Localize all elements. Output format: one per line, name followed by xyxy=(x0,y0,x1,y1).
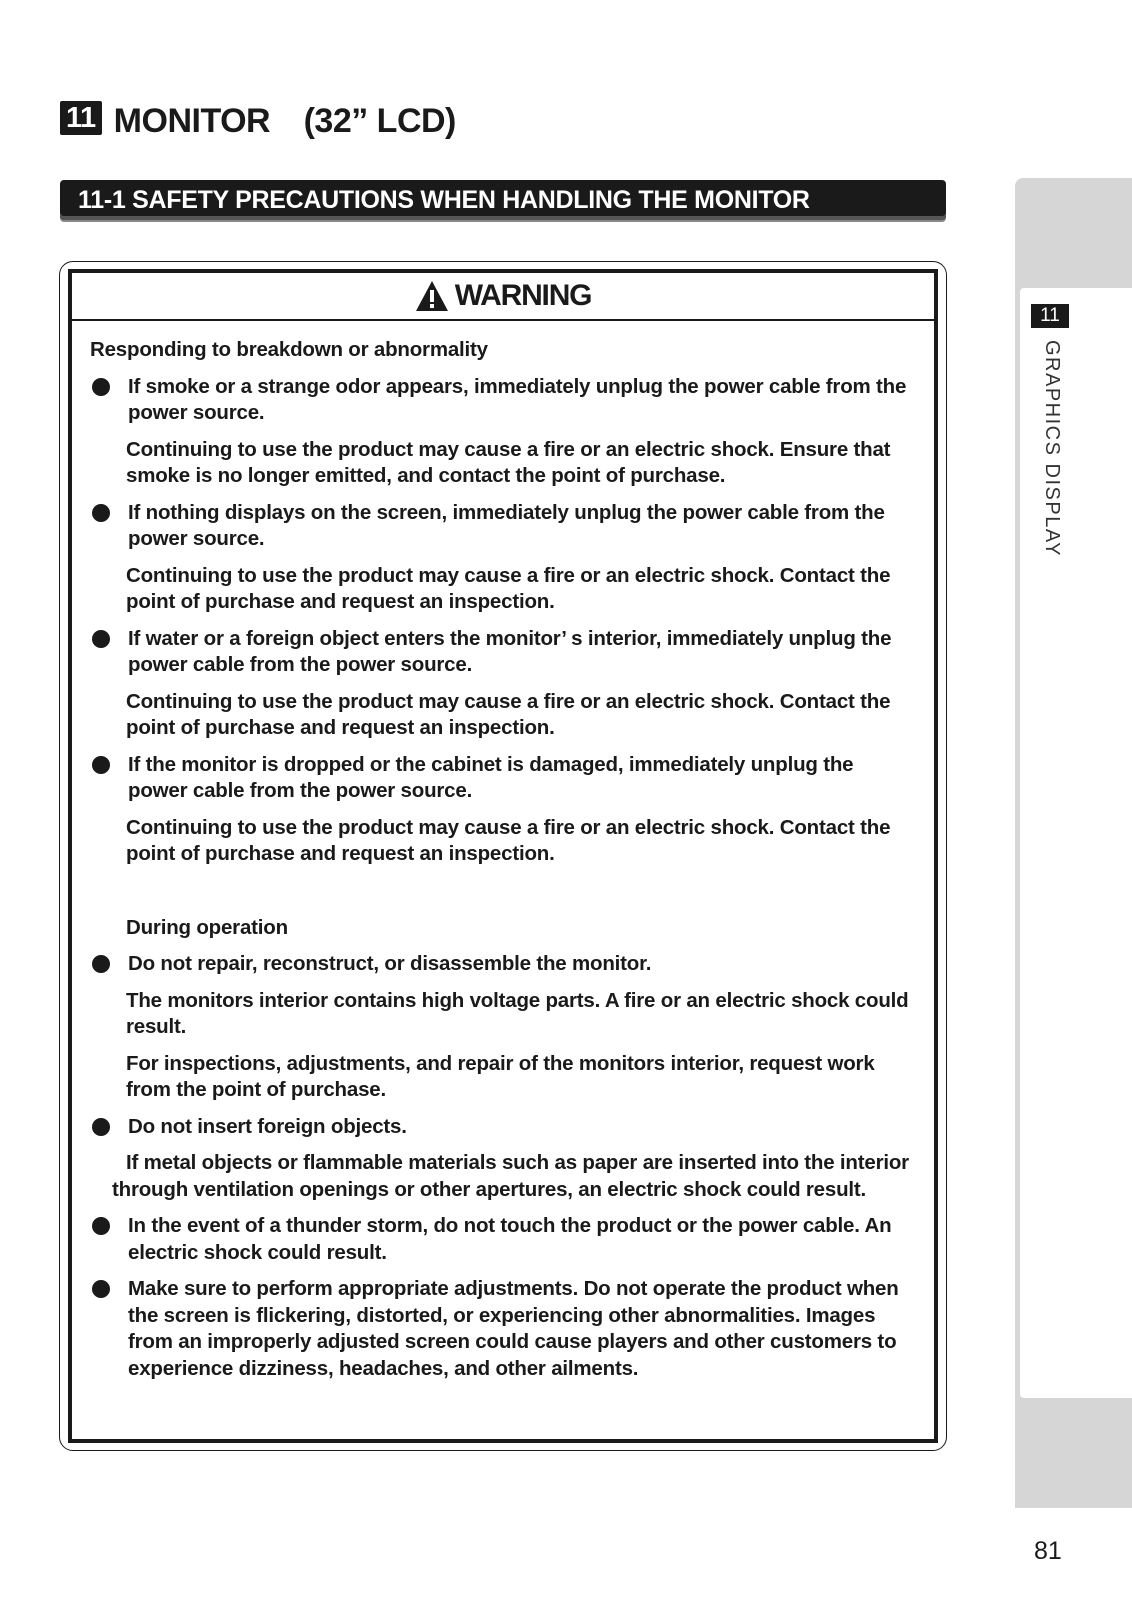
side-tab-label: GRAPHICS DISPLAY xyxy=(1041,340,1063,558)
chapter-title-text: MONITOR (32” LCD) xyxy=(113,102,456,140)
bullet-icon xyxy=(92,756,110,774)
bullet-icon xyxy=(92,1118,110,1136)
group-heading-breakdown: Responding to breakdown or abnormality xyxy=(90,338,488,361)
list-item-detail: For inspections, adjustments, and repair of the monitors interior, request work from the point of purchase. xyxy=(126,1051,875,1101)
warning-body xyxy=(72,321,934,1382)
bullet-icon xyxy=(92,955,110,973)
list-item xyxy=(90,1114,916,1141)
side-tab-number: 11 xyxy=(1031,304,1069,328)
bullet-icon xyxy=(92,378,110,396)
group-heading-operation: During operation xyxy=(126,915,288,939)
list-item xyxy=(90,1213,916,1266)
list-item-text: If the monitor is dropped or the cabinet is damaged, immediately unplug the power cable from the power source. xyxy=(128,752,854,802)
list-item-detail: Continuing to use the product may cause a fire or an electric shock. Contact the point of purchase and request an inspection. xyxy=(126,689,891,739)
side-tab-inset xyxy=(1020,288,1132,1398)
chapter-number-badge: 11 xyxy=(60,101,102,135)
warning-header xyxy=(72,273,934,321)
list-item-detail: If metal objects or flammable materials such as paper are inserted into the interior through ventilation openings or other apertures, an electric shock could result. xyxy=(112,1151,909,1201)
list-item-detail: Continuing to use the product may cause a fire or an electric shock. Contact the point of purchase and request an inspection. xyxy=(126,815,891,865)
section-heading: 11-1 SAFETY PRECAUTIONS WHEN HANDLING THE MONITOR xyxy=(60,180,946,220)
list-item-text: If water or a foreign object enters the monitor’ s interior, immediately unplug the power cable from the power source. xyxy=(128,626,892,676)
warning-box xyxy=(68,269,938,1443)
warning-label: WARNING xyxy=(454,279,592,312)
list-item-text: Make sure to perform appropriate adjustments. Do not operate the product when the screen is flickering, distorted, or experiencing other abnormalities. Images from an improperly adjusted screen could cause players and other customers to experience dizziness, headaches, and other ailments. xyxy=(128,1277,899,1380)
list-item-text: In the event of a thunder storm, do not touch the product or the power cable. An electric shock could result. xyxy=(128,1214,892,1264)
bullet-icon xyxy=(92,1217,110,1235)
warning-triangle-icon xyxy=(415,280,449,312)
list-item-detail: Continuing to use the product may cause a fire or an electric shock. Ensure that smoke is no longer emitted, and contact the point of purchase. xyxy=(126,437,891,487)
page-number: 81 xyxy=(1034,1537,1062,1565)
list-item-text: If smoke or a strange odor appears, immediately unplug the power cable from the power source. xyxy=(128,374,907,424)
bullet-icon xyxy=(92,504,110,522)
list-item xyxy=(90,626,916,679)
group-spacer xyxy=(90,878,916,915)
bullet-icon xyxy=(92,1280,110,1298)
list-item xyxy=(90,500,916,553)
chapter-title xyxy=(60,93,456,142)
list-item-detail: The monitors interior contains high voltage parts. A fire or an electric shock could result. xyxy=(126,988,909,1038)
list-item-detail: Continuing to use the product may cause a fire or an electric shock. Contact the point of purchase and request an inspection. xyxy=(126,563,891,613)
list-item-text: If nothing displays on the screen, immediately unplug the power cable from the power source. xyxy=(128,500,885,550)
list-item xyxy=(90,951,916,978)
list-item xyxy=(90,1276,916,1382)
list-item xyxy=(90,752,916,805)
bullet-icon xyxy=(92,630,110,648)
list-item xyxy=(90,374,916,427)
list-item-text: Do not repair, reconstruct, or disassemble the monitor. xyxy=(128,952,652,975)
list-item-text: Do not insert foreign objects. xyxy=(128,1114,407,1138)
